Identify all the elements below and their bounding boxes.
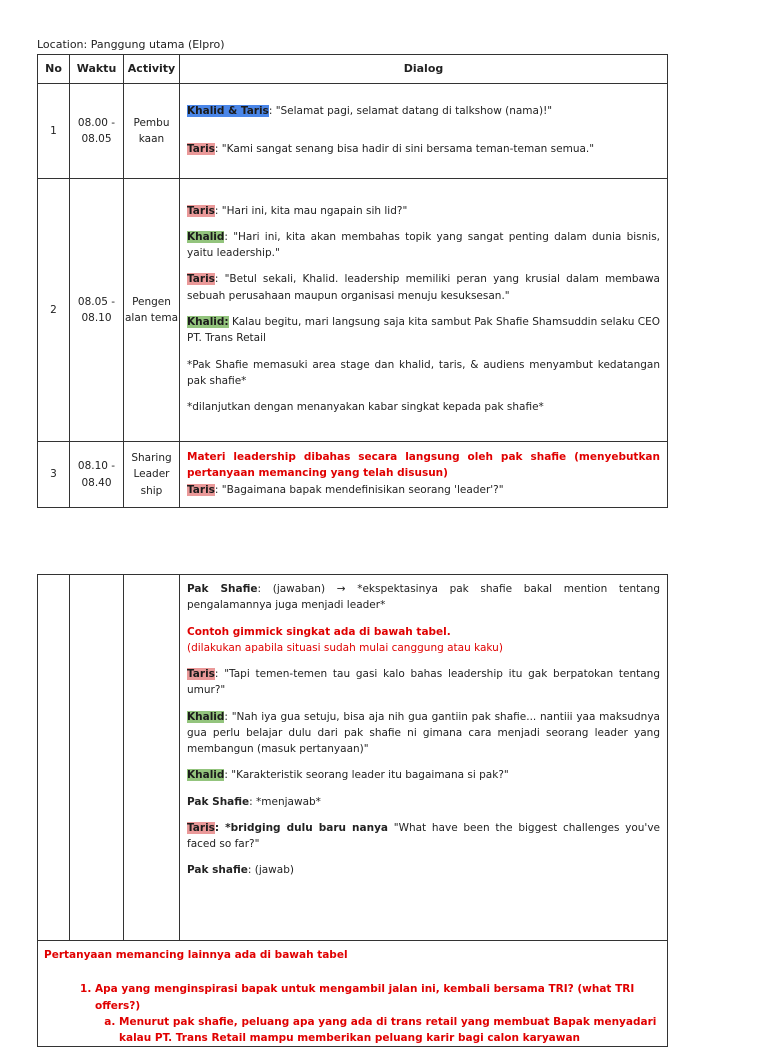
list-item bbox=[95, 981, 661, 1046]
row-activity: Pengen alan tema bbox=[124, 179, 180, 442]
speaker-tag: Pak Shafie bbox=[187, 583, 258, 595]
row-no bbox=[38, 575, 70, 941]
row-activity: Sharing Leader ship bbox=[124, 442, 180, 508]
gimmick-title: Contoh gimmick singkat ada di bawah tabel. bbox=[187, 625, 451, 638]
dialog-line bbox=[187, 271, 660, 304]
speaker-tag: Khalid bbox=[187, 769, 225, 782]
dialog-line bbox=[187, 203, 660, 219]
dialog-line bbox=[187, 229, 660, 262]
dialog-text: : "Selamat pagi, selamat datang di talkshow (nama)!" bbox=[268, 104, 553, 117]
dialog-text: : "Nah iya gua setuju, bisa aja nih gua gantiin pak shafie... nantiii yaa maksudnya gua perlu belajar dulu dari pak shafie ni gimana cara menjadi seorang leader yang membangun (masuk pertanyaan)" bbox=[187, 710, 660, 756]
speaker-tag: Khalid: bbox=[187, 316, 229, 328]
table-row bbox=[38, 179, 668, 442]
speaker-tag: Taris bbox=[187, 668, 215, 681]
row-dialog bbox=[180, 179, 668, 442]
dialog-text: : (jawaban) → *ekspektasinya pak shafie bakal mention tentang pengalamannya juga menjadi leader* bbox=[187, 583, 660, 612]
row-waktu: 08.10 - 08.40 bbox=[70, 442, 124, 508]
dialog-text: : *menjawab* bbox=[249, 795, 321, 808]
dialog-line bbox=[187, 794, 660, 810]
gimmick-subnote: (dilakukan apabila situasi sudah mulai canggung atau kaku) bbox=[187, 641, 503, 654]
question-text: Apa yang menginspirasi bapak untuk mengambil jalan ini, kembali bersama TRI? (what TRI offers?) bbox=[95, 983, 635, 1012]
questions-cell bbox=[38, 941, 668, 1047]
dialog-line bbox=[187, 141, 660, 157]
dialog-line bbox=[187, 709, 660, 758]
questions-list bbox=[44, 981, 661, 1046]
row-waktu: 08.00 - 08.05 bbox=[70, 84, 124, 179]
row-dialog bbox=[180, 84, 668, 179]
row-no: 2 bbox=[38, 179, 70, 442]
speaker-tag: Pak Shafie bbox=[187, 795, 250, 808]
dialog-text: : "Bagaimana bapak mendefinisikan seorang 'leader'?" bbox=[214, 483, 504, 496]
dialog-line bbox=[187, 767, 660, 783]
table-row bbox=[38, 442, 668, 508]
speaker-tag: Taris bbox=[187, 204, 215, 217]
dialog-text: : "Karakteristik seorang leader itu bagaimana si pak?" bbox=[224, 769, 509, 782]
row-dialog bbox=[180, 442, 668, 508]
dialog-line bbox=[187, 862, 660, 878]
dialog-text: "What have been the biggest challenges you've faced so far?" bbox=[187, 821, 660, 851]
row-activity bbox=[124, 575, 180, 941]
speaker-tag: Pak shafie bbox=[187, 864, 248, 877]
stage-direction: *dilanjutkan dengan menanyakan kabar singkat kepada pak shafie* bbox=[187, 401, 544, 414]
row-dialog bbox=[180, 575, 668, 941]
speaker-tag: Taris bbox=[187, 483, 215, 496]
dialog-text: : "Kami sangat senang bisa hadir di sini bersama teman-teman semua." bbox=[214, 143, 595, 155]
dialog-text: Kalau begitu, mari langsung saja kita sambut Pak Shafie Shamsuddin selaku CEO PT. Trans Retail bbox=[187, 316, 660, 345]
table-row bbox=[38, 575, 668, 941]
dialog-line bbox=[187, 581, 660, 614]
row-no: 3 bbox=[38, 442, 70, 508]
dialog-text: : (jawab) bbox=[247, 864, 294, 877]
table-row bbox=[38, 941, 668, 1047]
speaker-tag: Khalid & Taris bbox=[187, 104, 269, 117]
dialog-line bbox=[187, 666, 660, 699]
dialog-line bbox=[187, 482, 660, 498]
materi-note: Materi leadership dibahas secara langsung oleh pak shafie (menyebutkan pertanyaan memancing yang telah disusun) bbox=[187, 451, 660, 480]
table-header-row bbox=[38, 55, 668, 84]
dialog-line bbox=[187, 314, 660, 347]
location-label: Location: Panggung utama (Elpro) bbox=[37, 38, 225, 51]
header-activity: Activity bbox=[124, 55, 180, 84]
speaker-tag: Taris bbox=[187, 273, 215, 286]
rundown-table-continued bbox=[37, 574, 668, 1047]
table-row bbox=[38, 84, 668, 179]
bridging-note: : *bridging dulu baru nanya bbox=[214, 821, 389, 834]
dialog-line bbox=[187, 103, 660, 119]
header-no: No bbox=[38, 55, 70, 84]
row-waktu: 08.05 - 08.10 bbox=[70, 179, 124, 442]
row-waktu bbox=[70, 575, 124, 941]
list-item: a. Menurut pak shafie, peluang apa yang ada di trans retail yang membuat Bapak menyadari kalau PT. Trans Retail mampu memberikan peluang karir bagi calon karyawan bbox=[119, 1014, 661, 1047]
dialog-line bbox=[187, 820, 660, 853]
speaker-tag: Khalid bbox=[187, 710, 225, 723]
row-activity: Pembu kaan bbox=[124, 84, 180, 179]
dialog-text: : "Hari ini, kita akan membahas topik yang sangat penting dalam dunia bisnis, yaitu leadership." bbox=[187, 230, 660, 260]
header-dialog: Dialog bbox=[180, 55, 668, 84]
speaker-tag: Taris bbox=[187, 821, 215, 834]
questions-title: Pertanyaan memancing lainnya ada di bawah tabel bbox=[44, 949, 348, 961]
row-no: 1 bbox=[38, 84, 70, 179]
speaker-tag: Khalid bbox=[187, 230, 225, 243]
gimmick-note bbox=[187, 624, 660, 657]
sub-questions-list bbox=[95, 1014, 661, 1047]
rundown-table bbox=[37, 54, 668, 508]
header-waktu: Waktu bbox=[70, 55, 124, 84]
dialog-text: : "Hari ini, kita mau ngapain sih lid?" bbox=[214, 204, 408, 217]
speaker-tag: Taris bbox=[187, 143, 215, 155]
stage-direction: *Pak Shafie memasuki area stage dan khalid, taris, & audiens menyambut kedatangan pak shafie* bbox=[187, 358, 660, 387]
dialog-text: : "Betul sekali, Khalid. leadership memiliki peran yang krusial dalam membawa sebuah perusahaan maupun organisasi menuju kesuksesan." bbox=[187, 273, 660, 302]
dialog-text: : "Tapi temen-temen tau gasi kalo bahas leadership itu gak berpatokan tentang umur?" bbox=[187, 668, 660, 697]
